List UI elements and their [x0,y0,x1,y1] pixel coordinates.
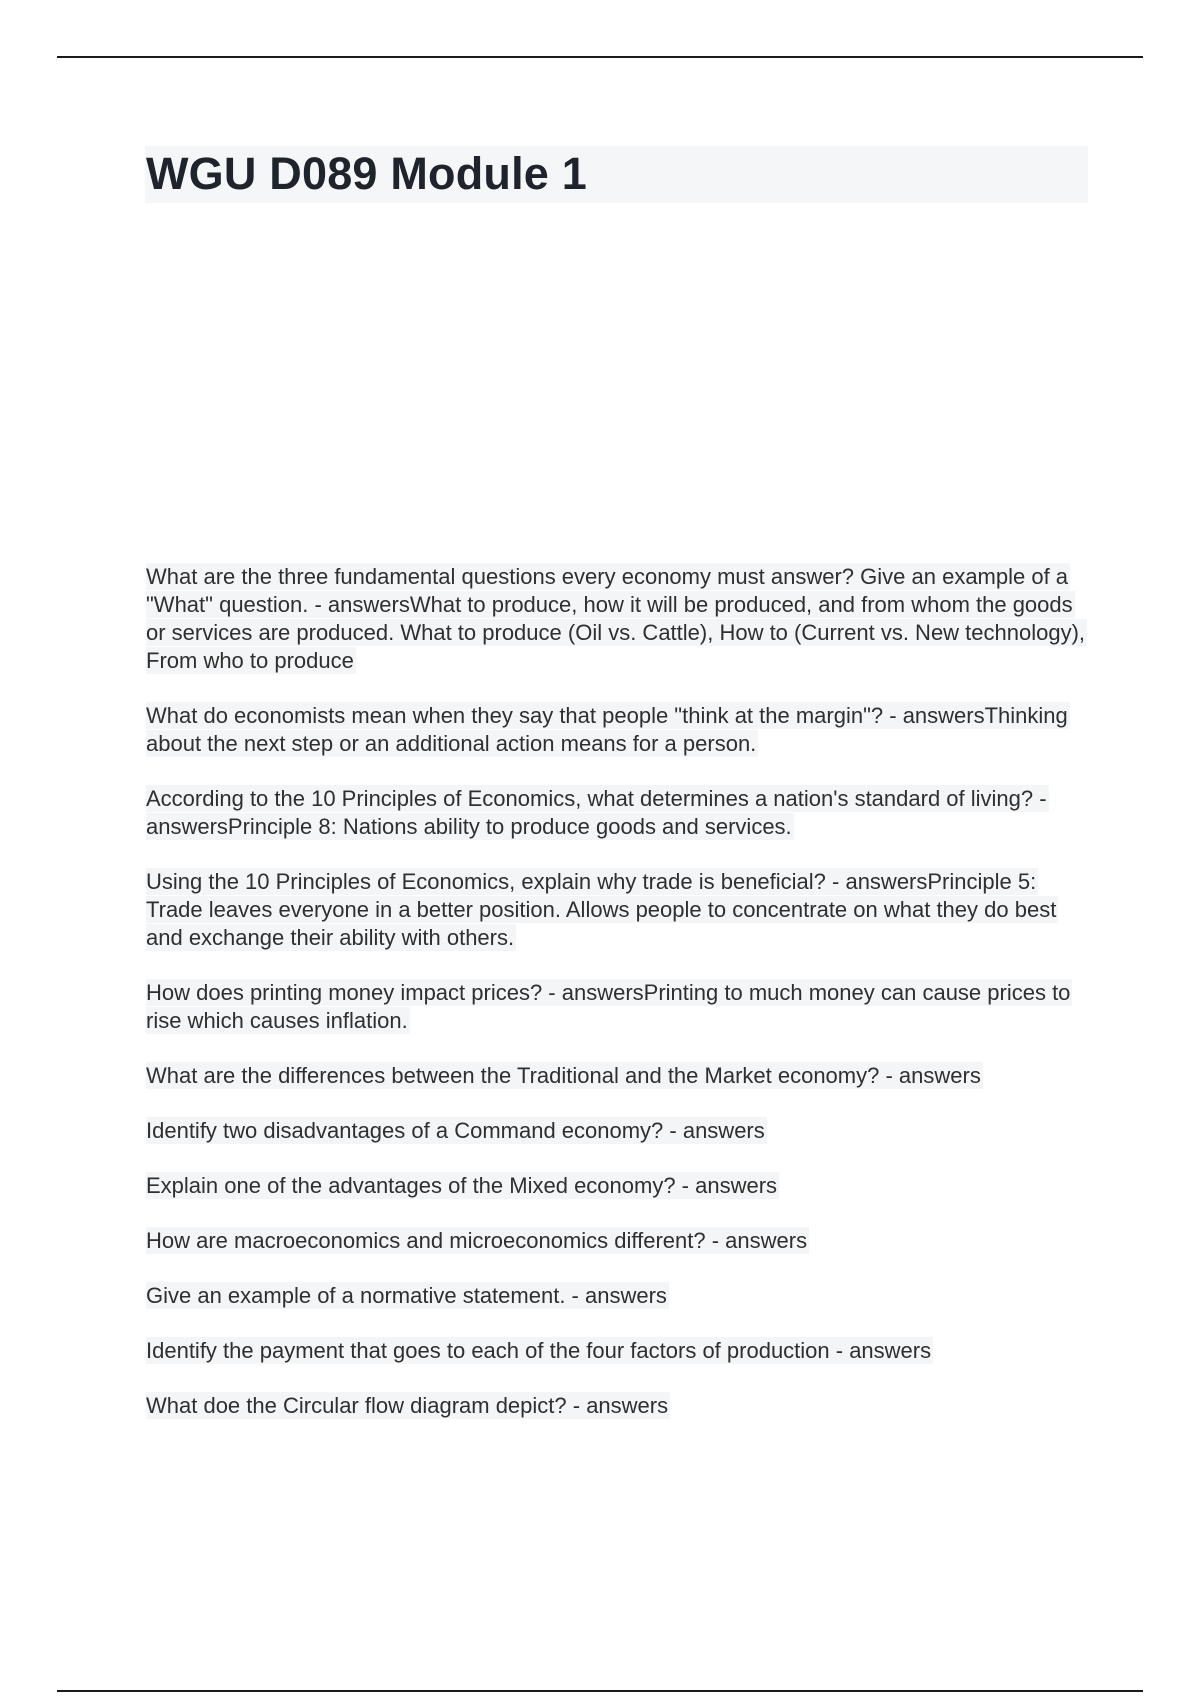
qa-item [146,1062,1086,1090]
qa-item [146,563,1086,675]
qa-item [146,785,1086,841]
bottom-rule [57,1690,1143,1692]
qa-item [146,1172,1086,1200]
page-title: WGU D089 Module 1 [146,148,587,199]
qa-text: Explain one of the advantages of the Mixed economy? - answers [146,1173,778,1198]
qa-item [146,1227,1086,1255]
qa-item [146,1282,1086,1310]
qa-text: Give an example of a normative statement. - answers [146,1283,667,1308]
qa-text: How are macroeconomics and microeconomics different? - answers [146,1228,808,1253]
qa-text: Using the 10 Principles of Economics, explain why trade is beneficial? - answersPrinciple 5: Trade leaves everyone in a better position. Allows people to concentrate on what they do best and exchange their ability with others. [146,869,1057,950]
qa-item [146,1337,1086,1365]
qa-text: What are the three fundamental questions every economy must answer? Give an example of a "What" question. - answersWhat to produce, how it will be produced, and from whom the goods or services are produced. What to produce (Oil vs. Cattle), How to (Current vs. New technology), From who to produce [146,564,1086,673]
qa-text: Identify two disadvantages of a Command economy? - answers [146,1118,765,1143]
qa-text: What are the differences between the Traditional and the Market economy? - answers [146,1063,981,1088]
qa-item [146,979,1086,1035]
qa-text: What do economists mean when they say that people "think at the margin"? - answersThinking about the next step or an additional action means for a person. [146,703,1068,756]
qa-list [146,563,1086,1447]
qa-text: According to the 10 Principles of Economics, what determines a nation's standard of living? - answersPrinciple 8: Nations ability to produce goods and services. [146,786,1047,839]
qa-item [146,702,1086,758]
qa-item [146,1117,1086,1145]
qa-text: Identify the payment that goes to each of the four factors of production - answers [146,1338,932,1363]
qa-item [146,868,1086,952]
qa-text: How does printing money impact prices? - answersPrinting to much money can cause prices to rise which causes inflation. [146,980,1071,1033]
qa-item [146,1392,1086,1420]
top-rule [57,56,1143,58]
qa-text: What doe the Circular flow diagram depict? - answers [146,1393,669,1418]
